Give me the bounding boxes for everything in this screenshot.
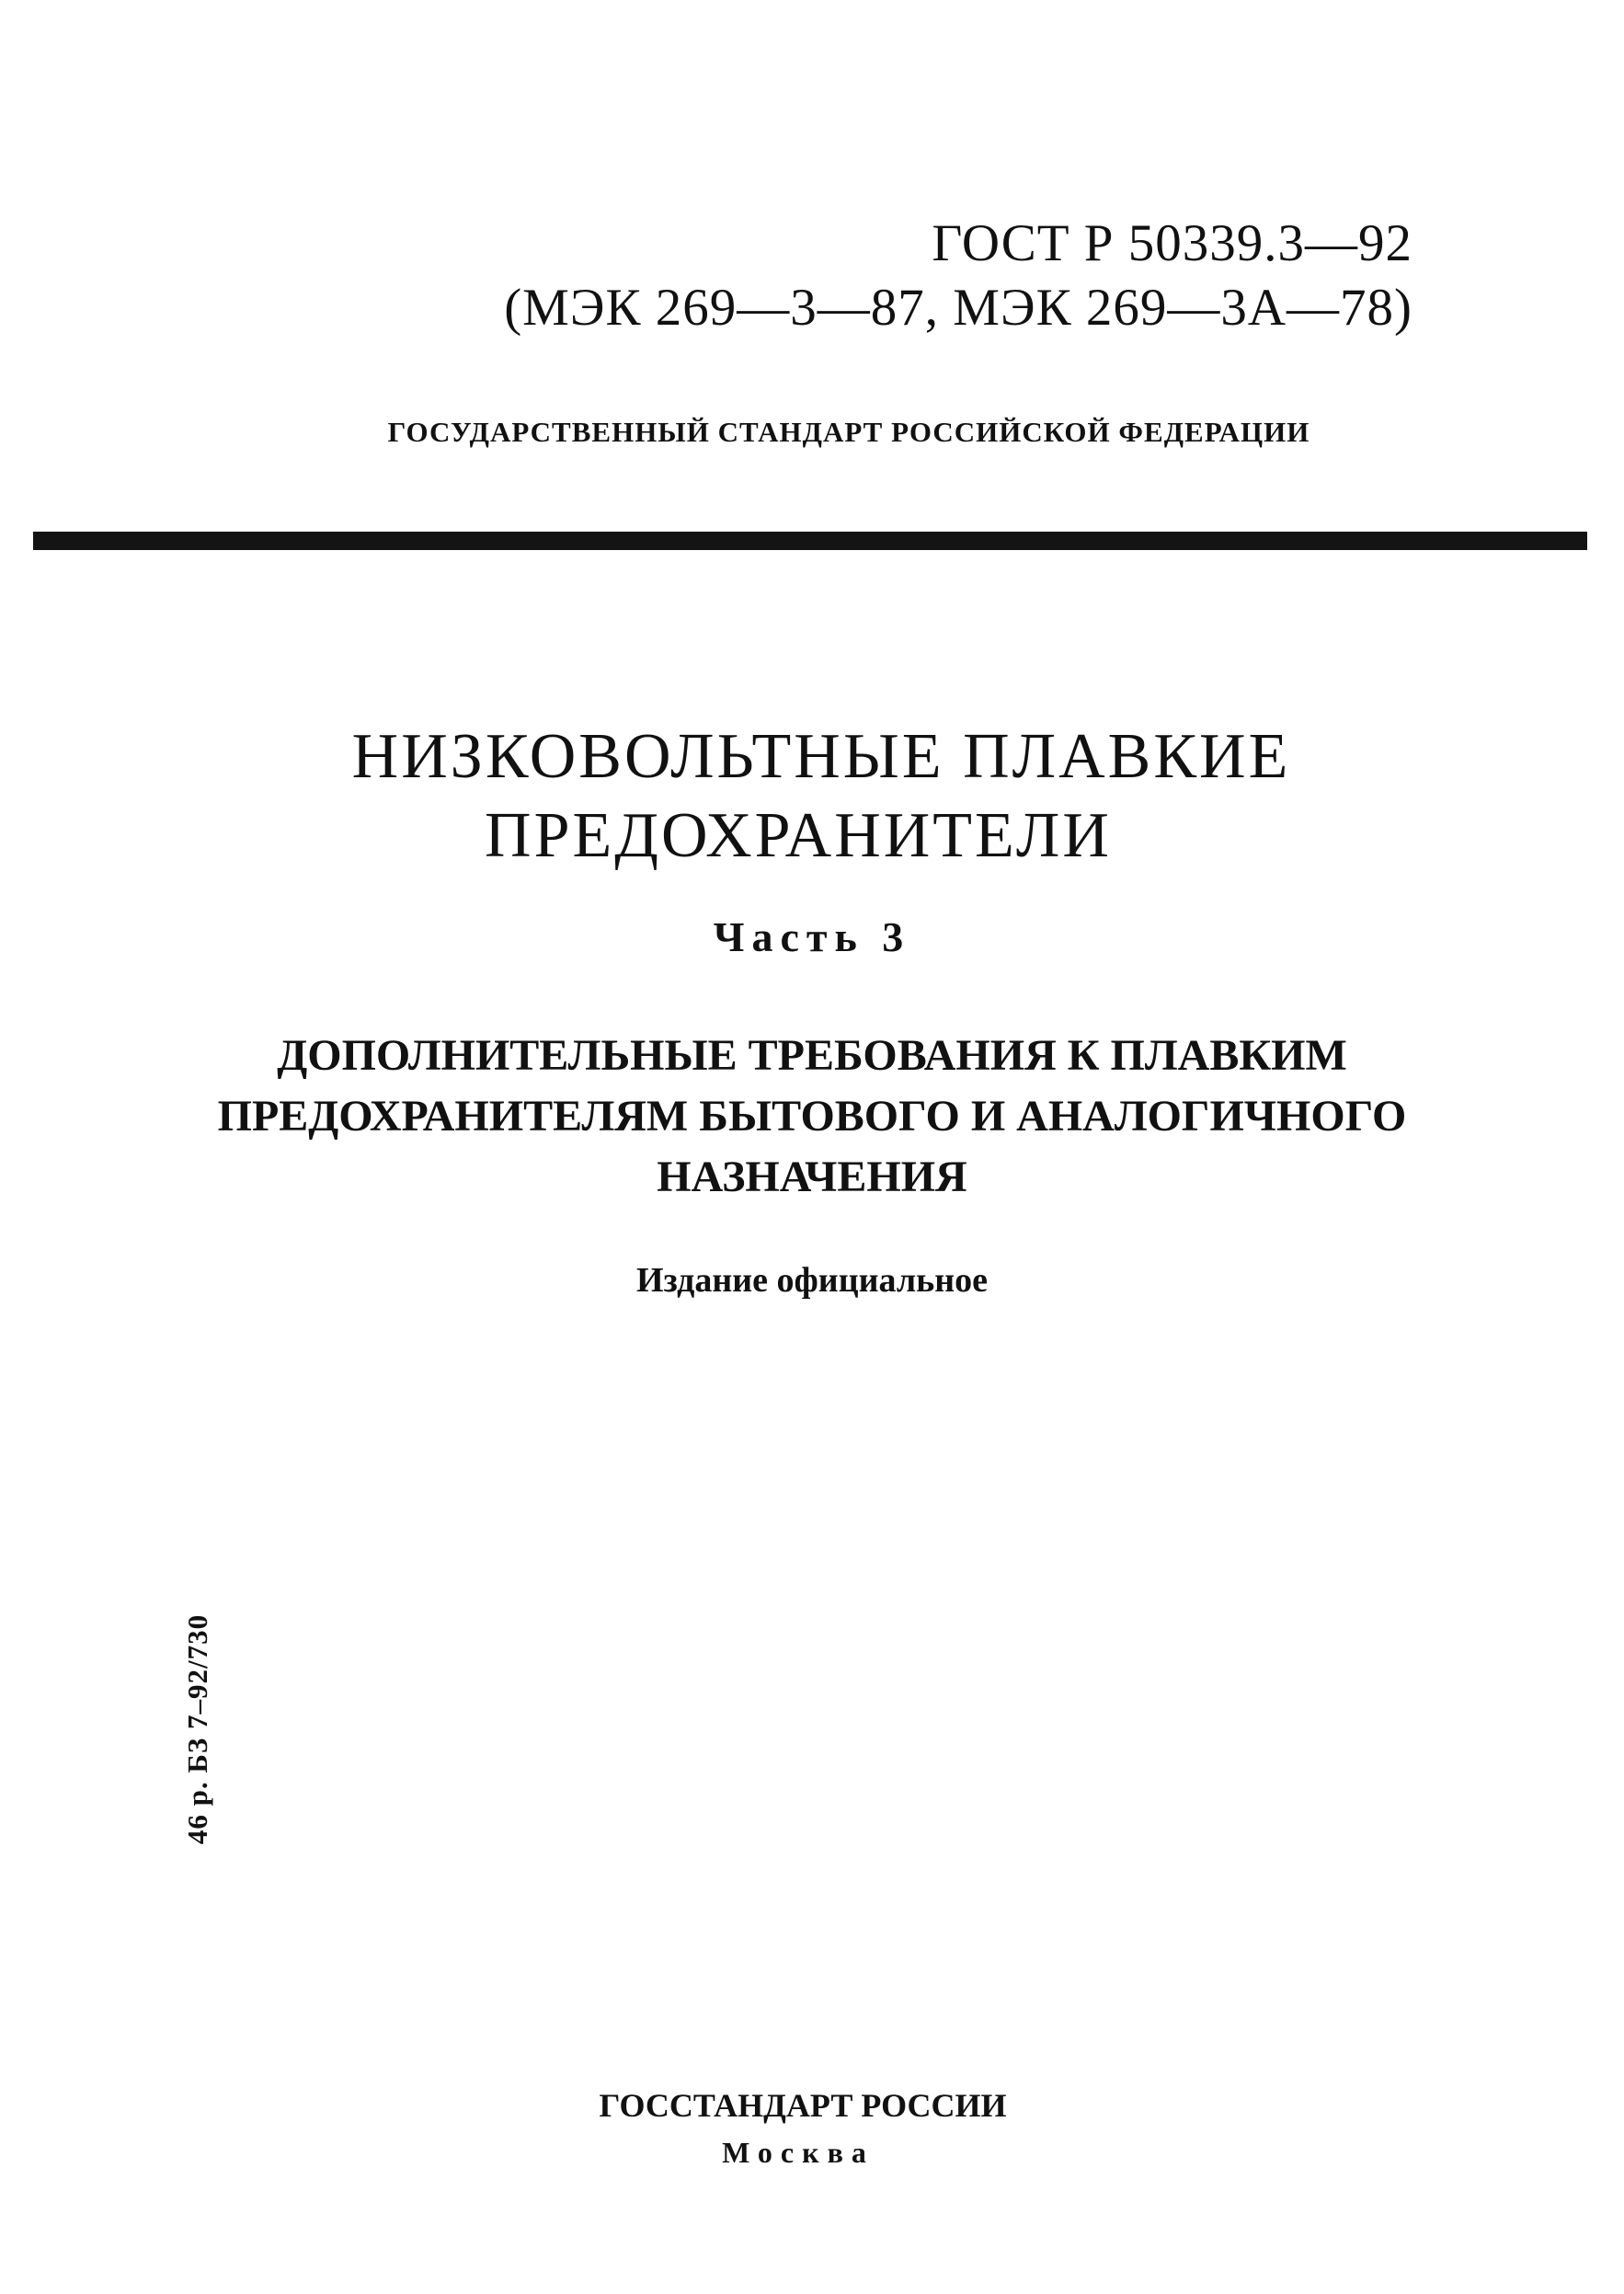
document-subtitle xyxy=(0,1026,1624,1208)
publisher: ГОССТАНДАРТ РОССИИ xyxy=(599,2087,1007,2124)
document-title xyxy=(0,717,1624,876)
horizontal-rule xyxy=(33,532,1587,550)
standard-number: ГОСТ Р 50339.3—92 xyxy=(932,214,1412,272)
subtitle-line-2: ПРЕДОХРАНИТЕЛЯМ БЫТОВОГО И АНАЛОГИЧНОГО xyxy=(217,1092,1407,1141)
subtitle-line-1: ДОПОЛНИТЕЛЬНЫЕ ТРЕБОВАНИЯ К ПЛАВКИМ xyxy=(277,1031,1347,1080)
title-line-1: НИЗКОВОЛЬТНЫЕ ПЛАВКИЕ xyxy=(351,721,1291,792)
edition-label: Издание официальное xyxy=(635,1261,988,1300)
subtitle-line-3: НАЗНАЧЕНИЯ xyxy=(657,1153,967,1201)
price-catalog-code: 46 р. БЗ 7–92/730 xyxy=(181,1613,213,1845)
international-standard-refs: (МЭК 269—3—87, МЭК 269—3А—78) xyxy=(504,279,1412,337)
state-standard-label: ГОСУДАРСТВЕННЫЙ СТАНДАРТ РОССИЙСКОЙ ФЕДЕРАЦИИ xyxy=(387,416,1310,448)
publication-city: Москва xyxy=(722,2136,875,2169)
part-label: Часть 3 xyxy=(713,913,911,960)
title-line-2: ПРЕДОХРАНИТЕЛИ xyxy=(485,800,1112,871)
